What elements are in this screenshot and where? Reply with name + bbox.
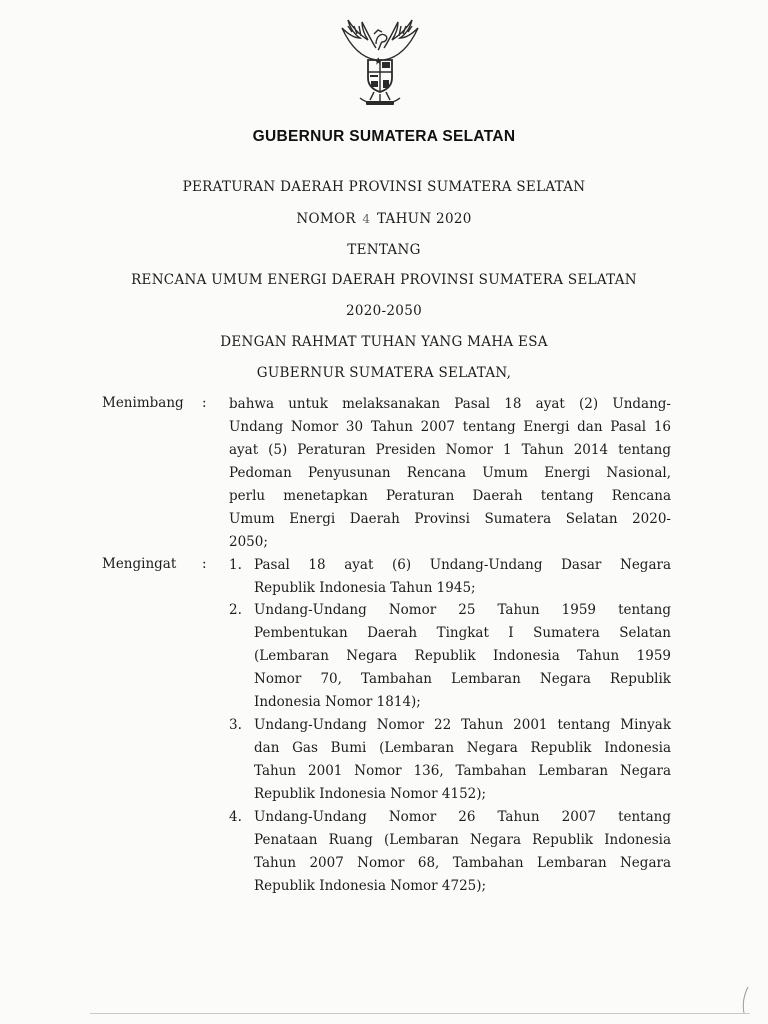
decree-subject: RENCANA UMUM ENERGI DAERAH PROVINSI SUMATERA SELATAN — [131, 272, 637, 288]
mengingat-item-number: 2. — [229, 602, 242, 618]
mengingat-item-line: Pembentukan Daerah Tingkat I Sumatera Selatan — [254, 625, 671, 641]
decree-number: 4 — [362, 212, 371, 226]
mengingat-item-line: dan Gas Bumi (Lembaran Negara Republik Indonesia — [254, 740, 671, 756]
tentang-heading: TENTANG — [347, 242, 421, 258]
governor-title: GUBERNUR SUMATERA SELATAN — [252, 128, 516, 145]
menimbang-label: Menimbang — [102, 395, 184, 411]
decree-period: 2020-2050 — [346, 303, 422, 319]
issuer-line: GUBERNUR SUMATERA SELATAN, — [256, 365, 512, 381]
menimbang-line: 2050; — [229, 534, 268, 550]
menimbang-colon: : — [202, 395, 207, 411]
mengingat-item-line: Republik Indonesia Nomor 4725); — [254, 878, 487, 894]
mengingat-item-line: Indonesia Nomor 1814); — [254, 694, 421, 710]
menimbang-line: Undang Nomor 30 Tahun 2007 tentang Energi dan Pasal 16 — [229, 419, 671, 435]
mengingat-item-number: 3. — [229, 717, 242, 733]
mengingat-item-line: Undang-Undang Nomor 22 Tahun 2001 tentang Minyak — [254, 717, 671, 733]
mengingat-item-number: 4. — [229, 809, 242, 825]
mengingat-item-line: (Lembaran Negara Republik Indonesia Tahun 1959 — [254, 648, 671, 664]
mengingat-item-line: Tahun 2007 Nomor 68, Tambahan Lembaran Negara — [254, 855, 671, 871]
menimbang-line: perlu menetapkan Peraturan Daerah tentang Rencana — [229, 488, 671, 504]
mengingat-item-line: Penataan Ruang (Lembaran Negara Republik Indonesia — [254, 832, 671, 848]
mengingat-item-line: Pasal 18 ayat (6) Undang-Undang Dasar Negara — [254, 557, 671, 573]
mengingat-item-line: Republik Indonesia Nomor 4152); — [254, 786, 487, 802]
decree-year: TAHUN 2020 — [376, 211, 472, 227]
menimbang-line: Umum Energi Daerah Provinsi Sumatera Selatan 2020- — [229, 511, 671, 527]
number-prefix: NOMOR — [296, 211, 356, 227]
mengingat-item-line: Undang-Undang Nomor 26 Tahun 2007 tentang — [254, 809, 671, 825]
menimbang-line: Pedoman Penyusunan Rencana Umum Energi Nasional, — [229, 465, 671, 481]
mengingat-item-number: 1. — [229, 557, 242, 573]
mengingat-item-line: Nomor 70, Tambahan Lembaran Negara Republik — [254, 671, 671, 687]
mengingat-label: Mengingat — [102, 556, 177, 572]
blessing-line: DENGAN RAHMAT TUHAN YANG MAHA ESA — [220, 334, 548, 350]
scan-edge-line — [90, 1013, 750, 1014]
decree-type: PERATURAN DAERAH PROVINSI SUMATERA SELATAN — [182, 179, 586, 195]
mengingat-item-line: Republik Indonesia Tahun 1945; — [254, 580, 476, 596]
mengingat-item-line: Tahun 2001 Nomor 136, Tambahan Lembaran Negara — [254, 763, 671, 779]
garuda-emblem-icon — [330, 14, 430, 114]
menimbang-line: ayat (5) Peraturan Presiden Nomor 1 Tahun 2014 tentang — [229, 442, 671, 458]
mengingat-item-line: Undang-Undang Nomor 25 Tahun 1959 tentang — [254, 602, 671, 618]
menimbang-line: bahwa untuk melaksanakan Pasal 18 ayat (2) Undang- — [229, 396, 671, 412]
scan-artifact-mark — [738, 985, 752, 1015]
decree-number-line — [0, 211, 768, 227]
mengingat-colon: : — [202, 556, 207, 572]
